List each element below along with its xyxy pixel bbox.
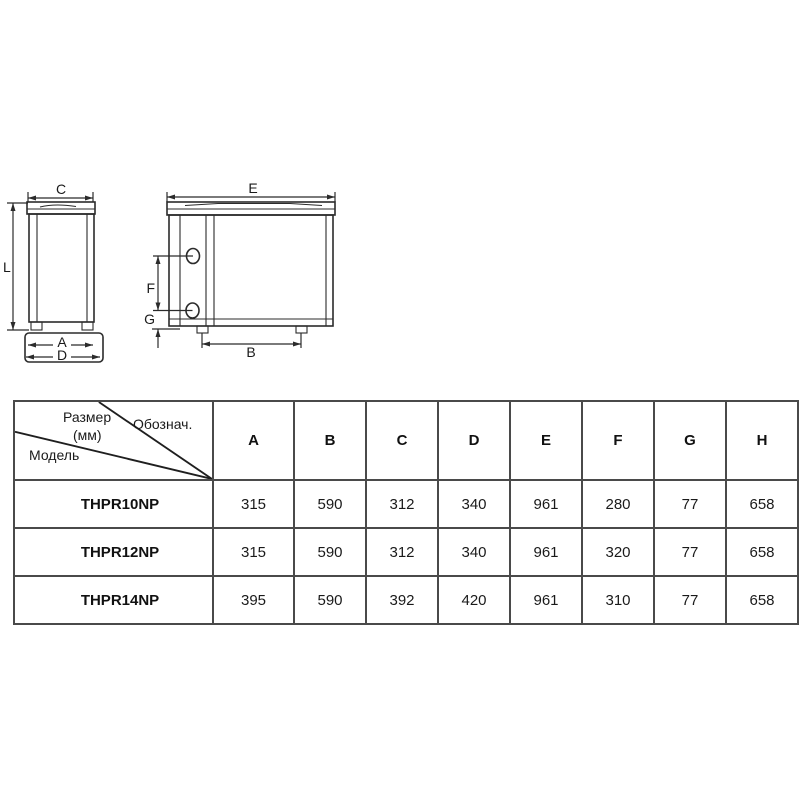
dim-label-g: G (144, 311, 155, 327)
dim-label-d: D (56, 347, 68, 363)
corner-model-label: Модель (29, 447, 80, 463)
value-cell: 961 (510, 576, 582, 624)
value-cell: 310 (582, 576, 654, 624)
front-foot-left (197, 326, 208, 333)
value-cell: 658 (726, 480, 798, 528)
corner-size-unit: (мм) (73, 427, 102, 443)
dim-label-f: F (146, 280, 155, 296)
col-header-a: A (213, 401, 294, 480)
dimensions-table (13, 400, 799, 625)
col-header-c: C (366, 401, 438, 480)
dim-label-b: B (246, 344, 256, 360)
dim-label-a: A (57, 334, 67, 350)
col-header-e: E (510, 401, 582, 480)
corner-size-label: Размер (63, 409, 112, 425)
model-name: THPR10NP (14, 480, 213, 528)
side-foot-right (82, 322, 93, 330)
value-cell: 77 (654, 576, 726, 624)
table-row (14, 480, 798, 528)
side-foot-left (31, 322, 42, 330)
col-header-b: B (294, 401, 366, 480)
value-cell: 590 (294, 480, 366, 528)
value-cell: 658 (726, 576, 798, 624)
value-cell: 392 (366, 576, 438, 624)
corner-diagonal-lines (15, 402, 212, 479)
front-view-drawing (144, 180, 335, 360)
model-name: THPR12NP (14, 528, 213, 576)
value-cell: 961 (510, 480, 582, 528)
value-cell: 320 (582, 528, 654, 576)
value-cell: 590 (294, 528, 366, 576)
table-header-row (14, 401, 798, 480)
dim-label-e: E (248, 180, 258, 196)
table-row (14, 576, 798, 624)
value-cell: 312 (366, 480, 438, 528)
side-view-drawing (3, 181, 103, 363)
front-foot-right (296, 326, 307, 333)
value-cell: 77 (654, 528, 726, 576)
col-header-h: H (726, 401, 798, 480)
side-body (29, 214, 94, 322)
value-cell: 590 (294, 576, 366, 624)
value-cell: 395 (213, 576, 294, 624)
dim-label-l: L (3, 259, 11, 275)
value-cell: 315 (213, 480, 294, 528)
value-cell: 961 (510, 528, 582, 576)
value-cell: 340 (438, 480, 510, 528)
table-row (14, 528, 798, 576)
col-header-g: G (654, 401, 726, 480)
value-cell: 312 (366, 528, 438, 576)
col-header-d: D (438, 401, 510, 480)
value-cell: 315 (213, 528, 294, 576)
dim-label-c: C (55, 181, 67, 197)
value-cell: 280 (582, 480, 654, 528)
corner-header-cell (14, 401, 213, 480)
front-body (169, 215, 333, 326)
value-cell: 77 (654, 480, 726, 528)
col-header-f: F (582, 401, 654, 480)
model-name: THPR14NP (14, 576, 213, 624)
corner-designation-label: Обознач. (133, 416, 193, 432)
value-cell: 340 (438, 528, 510, 576)
side-top-cap (27, 202, 95, 214)
value-cell: 658 (726, 528, 798, 576)
value-cell: 420 (438, 576, 510, 624)
